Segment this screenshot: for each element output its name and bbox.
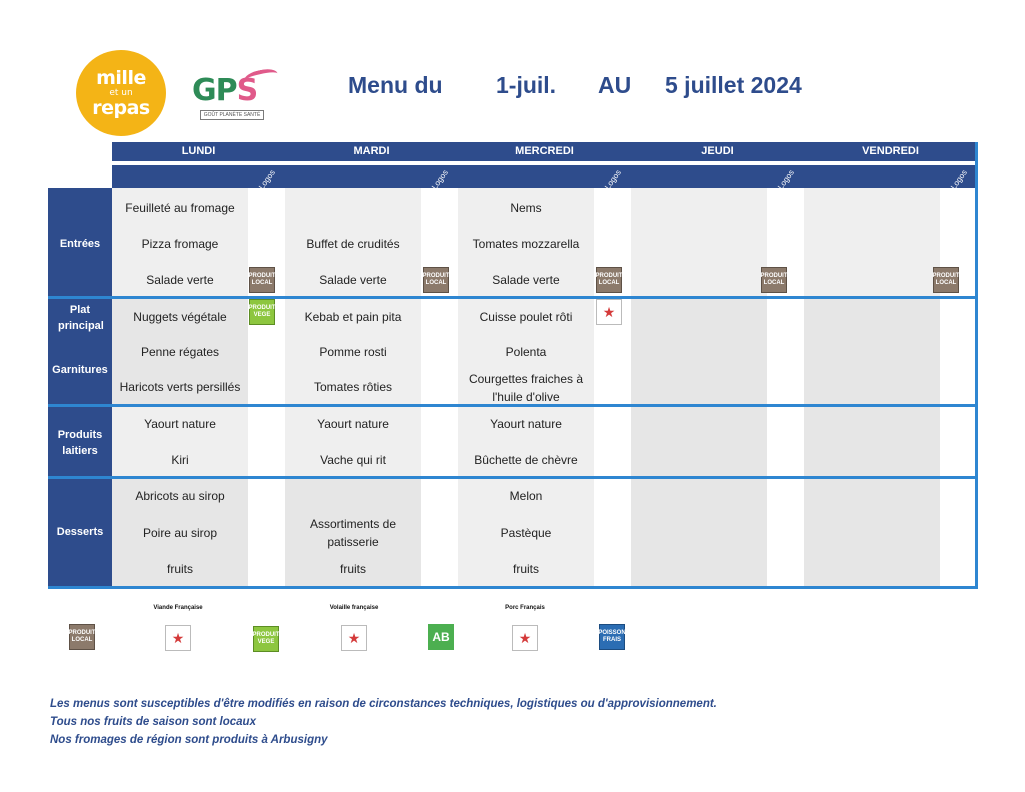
- category-entrees: Entrées: [59, 238, 101, 250]
- mercredi-entree-2: Tomates mozzarella: [472, 237, 580, 251]
- vendredi-lower-zone: [804, 298, 940, 587]
- mardi-dessert-2: Assortiments de patisserie: [309, 517, 397, 549]
- volaille-star-icon: ★: [347, 630, 361, 646]
- lundi-laitier-1: Yaourt nature: [144, 417, 216, 431]
- lundi-laitier-2: Kiri: [171, 453, 189, 467]
- lundi-dessert-2: Poire au sirop: [142, 526, 218, 540]
- divider-entrees: [48, 296, 978, 299]
- legend-produit-local-badge: PRODUIT LOCAL: [69, 624, 95, 650]
- produit-local-badge-jeudi: PRODUIT LOCAL: [761, 267, 787, 293]
- jeudi-lower-zone: [631, 298, 767, 587]
- day-header-vendredi: VENDREDI: [804, 142, 977, 161]
- lundi-dessert-1: Abricots au sirop: [135, 489, 225, 503]
- mille-et-un-repas-logo: [76, 50, 166, 136]
- lundi-dessert-3: fruits: [166, 562, 193, 576]
- legend-agriculture-bio-badge: AB: [428, 624, 454, 650]
- day-header-jeudi: JEUDI: [631, 142, 804, 161]
- mercredi-dessert-3: fruits: [512, 562, 539, 576]
- mardi-garniture-1: Pomme rosti: [319, 345, 387, 359]
- porc-star-icon: ★: [518, 630, 532, 646]
- legend-volaille-caption: Volaille française: [329, 605, 379, 611]
- day-header-mardi: MARDI: [285, 142, 458, 161]
- logo-mille-line3: repas: [92, 96, 150, 119]
- gps-letters: GPS: [192, 73, 258, 108]
- mercredi-laitier-2: Bûchette de chèvre: [474, 453, 578, 467]
- mercredi-dessert-2: Pastèque: [500, 526, 552, 540]
- legend-poisson-frais-badge: POISSON FRAIS: [599, 624, 625, 650]
- mercredi-entree-3: Salade verte: [492, 273, 560, 287]
- legend-viande-francaise-badge: [165, 625, 191, 651]
- logos-label-lundi: Logos: [257, 168, 277, 192]
- logos-label-vendredi: Logos: [949, 168, 969, 192]
- mardi-garniture-2: Tomates rôties: [313, 380, 393, 394]
- footer-note-3: Nos fromages de région sont produits à Arbusigny: [50, 734, 328, 746]
- title-start-date: 1-juil.: [496, 72, 557, 98]
- viande-star-icon: ★: [171, 630, 185, 646]
- mercredi-garniture-1: Polenta: [505, 345, 547, 359]
- category-desserts: Desserts: [56, 526, 104, 538]
- footer-note-1: Les menus sont susceptibles d'être modifiés en raison de circonstances techniques, logistiques ou d'approvisionnement.: [50, 698, 717, 710]
- mardi-plat: Kebab et pain pita: [304, 310, 402, 324]
- mercredi-garniture-2: Courgettes fraiches à l'huile d'olive: [468, 372, 584, 404]
- day-header-mercredi: MERCREDI: [458, 142, 631, 161]
- logos-label-jeudi: Logos: [776, 168, 796, 192]
- france-star-icon: ★: [602, 304, 616, 320]
- lundi-entree-1: Feuilleté au fromage: [125, 201, 235, 215]
- day-header-lundi: LUNDI: [112, 142, 285, 161]
- gps-logo: [192, 70, 282, 122]
- title-menu-du: Menu du: [348, 72, 443, 98]
- mercredi-entree-1: Nems: [510, 201, 542, 215]
- gps-tagline: GOÛT PLANÈTE SANTÉ: [200, 110, 264, 120]
- legend-produit-vege-badge: PRODUIT VEGE: [253, 626, 279, 652]
- produit-vege-badge-lundi: PRODUIT VEGE: [249, 299, 275, 325]
- mardi-laitier-2: Vache qui rit: [320, 453, 386, 467]
- divider-laitiers: [48, 476, 978, 479]
- logos-label-mardi: Logos: [430, 168, 450, 192]
- mercredi-laitier-1: Yaourt nature: [490, 417, 562, 431]
- lundi-garniture-1: Penne régates: [140, 345, 220, 359]
- produit-local-badge-vendredi: PRODUIT LOCAL: [933, 267, 959, 293]
- produit-local-badge-mercredi: PRODUIT LOCAL: [596, 267, 622, 293]
- divider-bottom: [48, 586, 978, 589]
- lundi-plat: Nuggets végétale: [133, 310, 227, 324]
- title-au: AU: [598, 72, 632, 98]
- footer-note-2: Tous nos fruits de saison sont locaux: [50, 716, 256, 728]
- mardi-entree-2: Buffet de crudités: [306, 237, 400, 251]
- legend-viande-caption: Viande Française: [153, 605, 203, 611]
- mardi-entree-3: Salade verte: [319, 273, 387, 287]
- border-right: [975, 142, 978, 589]
- lundi-entree-3: Salade verte: [146, 273, 214, 287]
- mercredi-dessert-1: Melon: [509, 489, 543, 503]
- category-garnitures: Garnitures: [52, 364, 108, 376]
- produit-local-badge-lundi: PRODUIT LOCAL: [249, 267, 275, 293]
- category-laitiers: Produits laitiers: [57, 429, 103, 457]
- logos-header-band: [112, 165, 977, 188]
- legend-porc-francais-badge: [512, 625, 538, 651]
- lundi-entree-2: Pizza fromage: [141, 237, 219, 251]
- volaille-francaise-badge-mercredi: [596, 299, 622, 325]
- logos-label-mercredi: Logos: [603, 168, 623, 192]
- title-end-date: 5 juillet 2024: [665, 72, 802, 98]
- produit-local-badge-mardi: PRODUIT LOCAL: [423, 267, 449, 293]
- legend-porc-caption: Porc Français: [505, 605, 545, 611]
- mercredi-plat: Cuisse poulet rôti: [479, 310, 573, 324]
- logo-mille-line1: mille: [96, 66, 146, 89]
- mardi-laitier-1: Yaourt nature: [317, 417, 389, 431]
- mardi-dessert-3: fruits: [339, 562, 366, 576]
- category-plat: Plat principal: [58, 304, 104, 332]
- logo-mille-line2: et un: [109, 87, 133, 98]
- legend-volaille-francaise-badge: [341, 625, 367, 651]
- lundi-garniture-2: Haricots verts persillés: [119, 380, 241, 394]
